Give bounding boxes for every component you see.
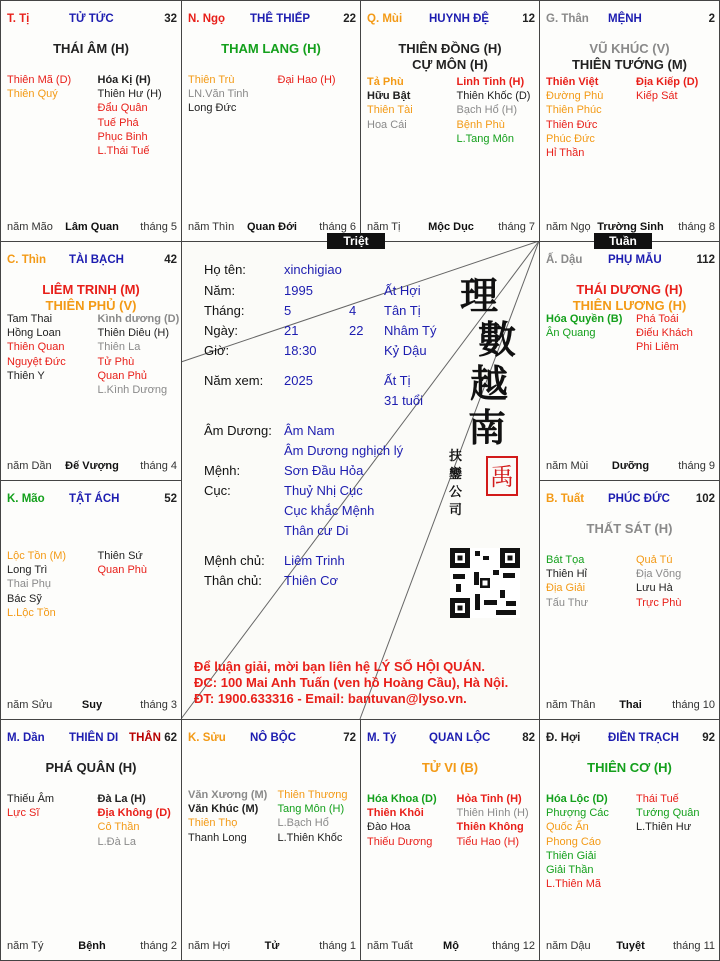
minor-star: Lực Sĩ [7, 807, 40, 820]
view-year-value: 2025 [284, 373, 313, 388]
minor-star: Nguyệt Đức [7, 355, 66, 368]
minor-star: Thiên Khôi [367, 807, 424, 820]
minor-star: Hoa Cái [367, 118, 407, 131]
minor-star: Quan Phù [97, 564, 148, 577]
minor-star: Thai Phụ [7, 578, 52, 591]
main-star: THAM LANG (H) [221, 41, 321, 56]
view-year-can: Ất Tị [384, 373, 411, 388]
minor-star: Bệnh Phù [456, 118, 505, 131]
palace-header [367, 13, 535, 29]
minor-stars-right [457, 75, 531, 146]
palace-footer [546, 699, 715, 713]
minor-stars-left [7, 549, 66, 620]
palace-cell-mui[interactable] [360, 0, 540, 242]
palace-footer [367, 221, 535, 235]
palace-month: tháng 11 [672, 940, 715, 952]
minor-stars-left [546, 75, 603, 160]
palace-month: tháng 3 [140, 699, 177, 711]
minor-star: Thiên Hỉ [546, 568, 587, 581]
palace-cell-than[interactable] [539, 0, 720, 242]
am-duong-value: Âm Nam [284, 423, 335, 438]
day-value: 21 [284, 323, 299, 338]
palace-year: năm Tý [7, 940, 44, 952]
palace-cell-tuat[interactable] [539, 480, 720, 720]
minor-star: L.Tang Môn [456, 132, 514, 145]
palace-month: tháng 1 [319, 940, 356, 952]
minor-star: Thiên Thương [277, 789, 348, 801]
minor-star: Trực Phù [636, 596, 682, 609]
minor-star: Thiên Hư (H) [97, 88, 162, 101]
palace-age: 82 [522, 732, 535, 744]
minor-star: L.Thiên Hư [636, 821, 692, 834]
main-star: THIÊN CƠ (H) [587, 760, 672, 775]
minor-star: Tiểu Hao (H) [456, 835, 520, 848]
main-star: PHÁ QUÂN (H) [45, 760, 137, 775]
palace-month: tháng 5 [140, 221, 177, 233]
calligraphy-4: 南 [468, 405, 507, 450]
minor-star: Phượng Các [546, 807, 609, 820]
minor-stars-left [7, 792, 54, 820]
minor-star: Thiên Giải [546, 849, 597, 862]
name-value: xinchigiao [284, 262, 342, 277]
truong-sinh: Tuyệt [616, 940, 645, 952]
minor-star: LN.Văn Tinh [188, 88, 249, 101]
age-value: 31 tuổi [384, 393, 424, 408]
palace-year: năm Thìn [188, 221, 235, 233]
palace-header [188, 732, 356, 748]
minor-stars-right [278, 73, 336, 87]
palace-year: năm Thân [546, 699, 596, 711]
calligraphy-1: 理 [460, 273, 499, 318]
minor-star: Hữu Bật [367, 90, 411, 103]
minor-star: Thiếu Dương [367, 835, 433, 848]
month-label: Tháng: [204, 303, 245, 318]
minor-star: Văn Khúc (M) [188, 803, 259, 816]
minor-star: Thiếu Âm [7, 793, 55, 805]
minor-stars-left [367, 75, 413, 132]
minor-star: Lộc Tồn (M) [7, 550, 67, 562]
palace-header [7, 493, 177, 509]
minor-star: Thiên Y [7, 369, 45, 382]
main-star: THÁI DƯƠNG (H) [576, 282, 683, 297]
palace-header [546, 493, 715, 509]
minor-star: Hóa Kị (H) [97, 74, 151, 86]
contact-phone-email[interactable]: ĐT: 1900.633316 - Email: bantuvan@lyso.vn. [194, 691, 467, 706]
main-star: THIÊN LƯƠNG (H) [572, 298, 687, 313]
than-marker: THÂN [129, 732, 161, 744]
palace-branch: Đ. Hợi [546, 732, 581, 744]
year-label: Năm: [204, 283, 236, 298]
cuc-note: Cục khắc Mệnh [284, 503, 375, 518]
palace-cell-dan[interactable] [0, 719, 182, 961]
palace-year: năm Hợi [188, 940, 231, 952]
palace-year: năm Mão [7, 221, 53, 233]
palace-name: QUAN LỘC [429, 732, 491, 744]
palace-branch: N. Ngọ [188, 13, 226, 25]
minor-stars-right [278, 788, 348, 845]
tuan-marker: Tuần [594, 233, 652, 249]
minor-stars-right [98, 549, 148, 577]
minor-star: L.Thiên Khốc [277, 831, 343, 844]
red-seal-stamp: 禹 [486, 456, 518, 496]
calligraphy-2: 數 [478, 317, 517, 362]
minor-star: Hóa Quyền (B) [546, 313, 623, 325]
triet-marker: Triệt [327, 233, 385, 249]
palace-branch: Q. Mùi [367, 13, 403, 25]
minor-stars-left [546, 312, 622, 340]
minor-star: Thiên Khốc (D) [456, 90, 531, 103]
truong-sinh: Bệnh [78, 940, 106, 952]
minor-star: Thiên Tài [367, 104, 413, 117]
palace-name: THIÊN DI [69, 732, 119, 744]
minor-star: Đà La (H) [97, 793, 146, 805]
minor-star: Thiên Quan [7, 341, 65, 354]
minor-star: Phong Cáo [546, 835, 602, 848]
minor-star: Tam Thai [7, 313, 53, 325]
minor-star: Tấu Thư [546, 596, 589, 609]
palace-footer [7, 221, 177, 235]
palace-age: 2 [708, 13, 715, 25]
cuc-label: Cục: [204, 483, 231, 498]
minor-star: Quan Phủ [97, 369, 148, 382]
palace-name: PHỤ MẪU [608, 254, 662, 266]
truong-sinh: Mộc Dục [428, 221, 474, 233]
menh-value: Sơn Đầu Hỏa [284, 463, 364, 478]
year-can: Ất Hợi [384, 283, 421, 298]
palace-name: TẬT ÁCH [69, 493, 120, 505]
day-lunar: 22 [349, 323, 364, 338]
minor-star: Đẩu Quân [97, 102, 148, 115]
than-chu-label: Thân chủ: [204, 573, 262, 588]
palace-branch: K. Sửu [188, 732, 226, 744]
palace-month: tháng 6 [319, 221, 356, 233]
minor-star: Linh Tinh (H) [456, 76, 525, 88]
minor-star: Đường Phù [546, 90, 604, 103]
palace-year: năm Tị [367, 221, 401, 233]
palace-name: ĐIỀN TRẠCH [608, 732, 679, 744]
minor-star: Bạch Hổ (H) [456, 104, 518, 117]
palace-header [546, 254, 715, 270]
palace-cell-hoi[interactable] [539, 719, 720, 961]
minor-star: Phục Binh [97, 130, 148, 143]
palace-branch: B. Tuất [546, 493, 585, 505]
palace-age: 92 [702, 732, 715, 744]
am-duong-note: Âm Dương nghịch lý [284, 443, 404, 458]
year-value: 1995 [284, 283, 313, 298]
minor-star: L.Thiên Mã [546, 878, 602, 891]
minor-star: Hỏa Tinh (H) [456, 793, 522, 805]
minor-star: Điếu Khách [636, 327, 693, 340]
name-label: Họ tên: [204, 262, 246, 277]
qr-code-icon[interactable] [450, 548, 520, 618]
palace-footer [546, 460, 715, 474]
minor-star: Thiên Quý [7, 88, 58, 101]
main-star: THIÊN ĐỒNG (H) [398, 41, 502, 56]
minor-star: Long Đức [188, 102, 237, 115]
truong-sinh: Lâm Quan [65, 221, 119, 233]
palace-cell-ngo[interactable] [181, 0, 361, 242]
minor-star: Giải Thần [546, 863, 594, 876]
palace-branch: T. Tị [7, 13, 30, 25]
minor-star: Cô Thần [97, 821, 140, 834]
minor-star: Tử Phù [97, 355, 135, 368]
palace-header [7, 13, 177, 29]
company-calligraphy: 扶 鑾 公 司 [449, 449, 463, 518]
main-star: THIÊN TƯỚNG (M) [571, 57, 688, 72]
menh-label: Mệnh: [204, 463, 241, 478]
contact-line-1: Để luận giải, mời bạn liên hệ LÝ SỐ HỘI QUÁN. [194, 659, 485, 674]
minor-star: Đại Hao (H) [277, 74, 336, 86]
minor-star: Tang Môn (H) [277, 803, 345, 816]
calligraphy-3: 越 [470, 361, 509, 406]
main-star: THIÊN PHỦ (V) [45, 298, 137, 313]
minor-star: Quốc Ấn [546, 821, 589, 834]
palace-month: tháng 12 [492, 940, 535, 952]
palace-header [188, 13, 356, 29]
minor-star: Hỉ Thần [546, 146, 585, 159]
palace-header [367, 732, 535, 748]
than-note: Thân cư Di [284, 523, 349, 538]
palace-month: tháng 4 [140, 460, 177, 472]
main-star: THẤT SÁT (H) [586, 521, 673, 536]
minor-star: Thiên Trù [188, 74, 235, 86]
palace-month: tháng 8 [678, 221, 715, 233]
palace-branch: Ấ. Dậu [546, 254, 583, 266]
day-can: Nhâm Tý [384, 323, 437, 338]
minor-stars-right [636, 553, 681, 610]
palace-age: 62 [164, 732, 177, 744]
hour-value: 18:30 [284, 343, 317, 358]
palace-header [7, 254, 177, 270]
palace-cell-dau[interactable] [539, 241, 720, 481]
view-year-label: Năm xem: [204, 373, 264, 388]
minor-star: Thiên Thọ [188, 817, 238, 830]
palace-age: 22 [343, 13, 356, 25]
palace-year: năm Sửu [7, 699, 53, 711]
palace-footer [546, 940, 715, 954]
month-value: 5 [284, 303, 292, 318]
minor-star: Kiếp Sát [636, 90, 678, 103]
palace-age: 72 [343, 732, 356, 744]
month-can: Tân Tị [384, 303, 421, 318]
palace-age: 32 [164, 13, 177, 25]
truong-sinh: Quan Đới [247, 221, 297, 233]
minor-star: Thiên Phúc [546, 104, 602, 117]
palace-footer [188, 940, 356, 954]
minor-star: Địa Võng [636, 568, 682, 581]
palace-name: PHÚC ĐỨC [608, 493, 670, 505]
palace-age: 102 [695, 493, 715, 505]
minor-star: Thiên Không [456, 821, 524, 834]
minor-star: Ân Quang [546, 327, 596, 340]
main-star: TỬ VI (B) [421, 760, 479, 775]
minor-stars-right [98, 73, 162, 158]
truong-sinh: Tử [264, 940, 280, 952]
palace-header [7, 732, 177, 748]
minor-star: Hóa Lộc (D) [546, 793, 608, 805]
menh-chu-value: Liêm Trinh [284, 553, 345, 568]
palace-footer [7, 940, 177, 954]
main-star: LIÊM TRINH (M) [42, 282, 140, 297]
minor-star: Thiên Diêu (H) [97, 327, 170, 340]
minor-stars-left [7, 73, 71, 101]
truong-sinh: Mộ [443, 940, 459, 952]
minor-star: Thiên Sứ [97, 550, 143, 562]
palace-name: TÀI BẠCH [69, 254, 124, 266]
palace-cell-thin[interactable] [0, 241, 182, 481]
minor-star: L.Thái Tuế [97, 144, 150, 157]
main-star: CỰ MÔN (H) [412, 57, 488, 72]
palace-branch: C. Thìn [7, 254, 46, 266]
palace-name: THÊ THIẾP [250, 13, 311, 25]
palace-branch: G. Thân [546, 13, 589, 25]
minor-star: Quả Tú [636, 554, 673, 566]
minor-stars-left [546, 792, 609, 891]
minor-star: Phi Liêm [636, 341, 679, 354]
truong-sinh: Suy [81, 699, 103, 711]
palace-year: năm Dậu [546, 940, 591, 952]
cuc-value: Thuỷ Nhị Cục [284, 483, 363, 498]
palace-age: 52 [164, 493, 177, 505]
palace-month: tháng 9 [678, 460, 715, 472]
palace-year: năm Dần [7, 460, 52, 472]
am-duong-label: Âm Dương: [204, 423, 272, 438]
truong-sinh: Trường Sinh [597, 221, 664, 233]
palace-cell-suu[interactable] [181, 719, 361, 961]
palace-name: MỆNH [608, 13, 642, 25]
palace-name: HUYNH ĐỆ [429, 13, 490, 25]
minor-star: Hồng Loan [7, 327, 61, 340]
palace-branch: K. Mão [7, 493, 45, 505]
palace-month: tháng 2 [140, 940, 177, 952]
minor-star: Long Trì [7, 564, 48, 577]
minor-stars-left [367, 792, 437, 849]
palace-cell-mao[interactable] [0, 480, 182, 720]
day-label: Ngày: [204, 323, 238, 338]
palace-age: 12 [522, 13, 535, 25]
minor-star: Địa Giải [546, 582, 586, 595]
minor-stars-right [98, 792, 171, 849]
truong-sinh: Thai [619, 699, 642, 711]
palace-header [546, 13, 715, 29]
minor-star: Lưu Hà [636, 582, 673, 595]
minor-star: L.Kình Dương [97, 383, 168, 396]
minor-star: L.Bạch Hổ [277, 817, 329, 830]
truong-sinh: Dưỡng [611, 460, 650, 472]
palace-branch: M. Tý [367, 732, 397, 744]
minor-star: Thiên Mã (D) [7, 74, 72, 86]
minor-star: Thiên Việt [546, 76, 599, 88]
palace-cell-ti[interactable] [0, 0, 182, 242]
palace-month: tháng 7 [498, 221, 535, 233]
minor-stars-left [546, 553, 588, 610]
minor-star: Kình dương (D) [97, 313, 180, 325]
than-chu-value: Thiên Cơ [284, 573, 339, 588]
minor-star: L.Đà La [97, 835, 137, 848]
minor-star: Hóa Khoa (D) [367, 793, 437, 805]
main-star: THÁI ÂM (H) [53, 41, 129, 56]
minor-star: Tuế Phá [97, 116, 139, 129]
minor-stars-right [636, 792, 700, 835]
minor-star: Đào Hoa [367, 821, 411, 834]
palace-branch: M. Dần [7, 732, 45, 744]
minor-star: Địa Kiếp (D) [636, 76, 699, 88]
palace-footer [7, 699, 177, 713]
palace-year: năm Tuất [367, 940, 413, 952]
main-star: VŨ KHÚC (V) [589, 41, 670, 56]
minor-star: L.Lộc Tồn [7, 606, 56, 619]
palace-year: năm Ngọ [546, 221, 591, 233]
hour-label: Giờ: [204, 343, 230, 358]
minor-star: Thiên Đức [546, 118, 598, 131]
minor-stars-right [457, 792, 529, 849]
menh-chu-label: Mệnh chủ: [204, 553, 265, 568]
minor-star: Địa Không (D) [97, 807, 171, 820]
minor-star: Thanh Long [188, 831, 247, 844]
minor-stars-left [188, 788, 267, 845]
minor-star: Phá Toái [636, 313, 679, 325]
truong-sinh: Đế Vượng [65, 460, 119, 472]
minor-star: Thái Tuế [636, 793, 679, 805]
palace-header [546, 732, 715, 748]
minor-stars-right [636, 312, 693, 355]
palace-name: TỬ TỨC [69, 13, 114, 25]
palace-footer [367, 940, 535, 954]
palace-age: 42 [164, 254, 177, 266]
palace-name: NÔ BỘC [250, 732, 296, 744]
palace-month: tháng 10 [672, 699, 715, 711]
minor-star: Tả Phù [367, 76, 404, 88]
palace-cell-ty[interactable] [360, 719, 540, 961]
minor-star: Văn Xương (M) [188, 789, 268, 801]
palace-year: năm Mùi [546, 460, 589, 472]
minor-stars-left [188, 73, 249, 116]
minor-star: Thiên Hình (H) [456, 807, 529, 820]
palace-footer [7, 460, 177, 474]
minor-star: Tướng Quân [636, 807, 700, 820]
minor-stars-right [98, 312, 180, 397]
contact-address: ĐC: 100 Mai Anh Tuấn (ven hồ Hoàng Cầu), Hà Nội. [194, 675, 509, 690]
minor-star: Phúc Đức [546, 132, 595, 145]
minor-stars-left [7, 312, 66, 383]
minor-star: Bát Tọa [546, 554, 585, 566]
minor-stars-right [636, 75, 698, 103]
minor-star: Bác Sỹ [7, 592, 42, 605]
minor-star: Thiên La [97, 341, 141, 354]
hour-can: Kỷ Dậu [384, 343, 427, 358]
month-lunar: 4 [349, 303, 357, 318]
palace-age: 112 [696, 254, 715, 266]
